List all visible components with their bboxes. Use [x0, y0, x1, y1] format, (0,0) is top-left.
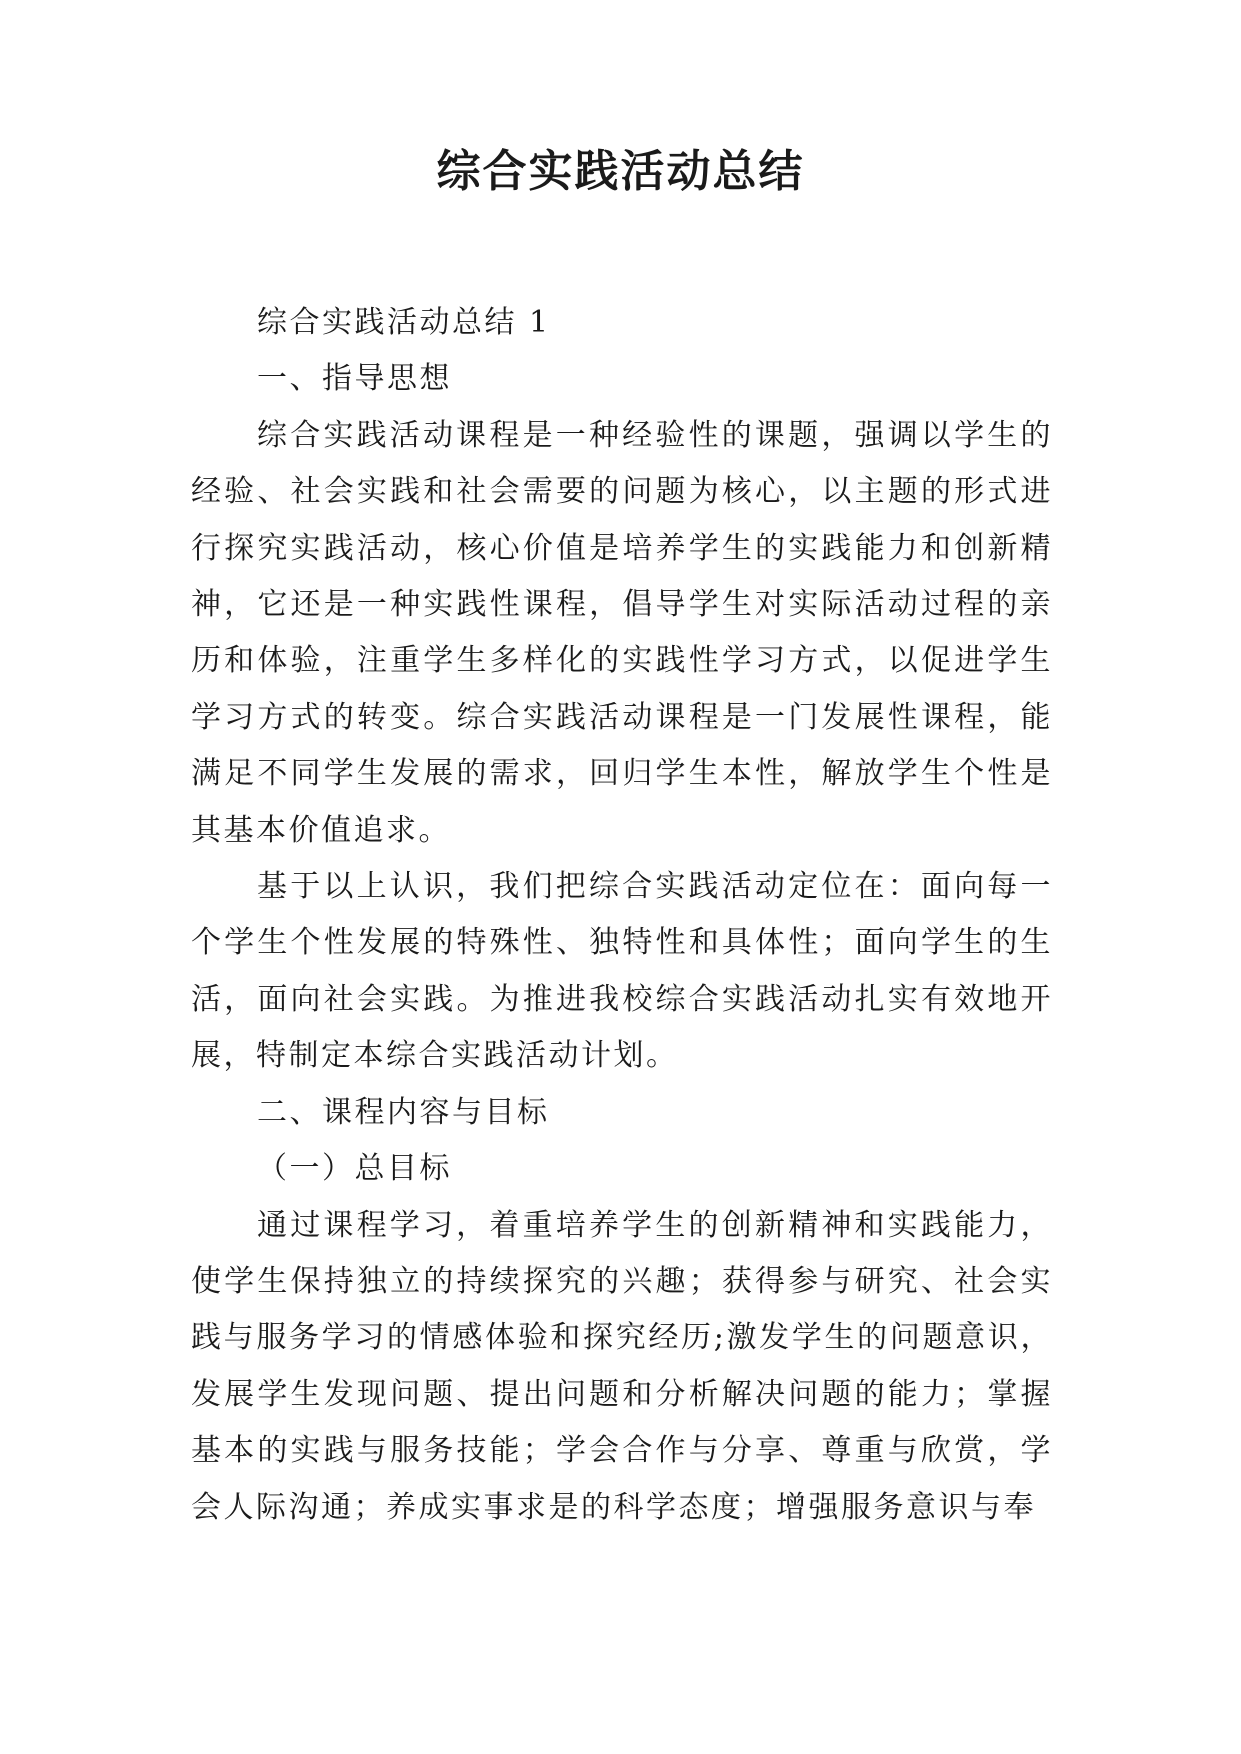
paragraph: 综合实践活动课程是一种经验性的课题，强调以学生的经验、社会实践和社会需要的问题为核心，以主题的形式进行探究实践活动，核心价值是培养学生的实践能力和创新精神，它还是一种实践性课程，倡导学生对实际活动过程的亲历和体验，注重学生多样化的实践性学习方式，以促进学生学习方式的转变。综合实践活动课程是一门发展性课程，能满足不同学生发展的需求，回归学生本性，解放学生个性是其基本价值追求。 — [191, 417, 1053, 848]
section-heading-course-content: 二、课程内容与目标 — [257, 1094, 550, 1130]
paragraph: 通过课程学习，着重培养学生的创新精神和实践能力，使学生保持独立的持续探究的兴趣；获得参与研究、社会实践与服务学习的情感体验和探究经历;激发学生的问题意识，发展学生发现问题、提出问题和分析解决问题的能力；掌握基本的实践与服务技能；学会合作与分享、尊重与欣赏，学会人际沟通；养成实事求是的科学态度；增强服务意识与奉 — [191, 1207, 1053, 1525]
document-subtitle: 综合实践活动总结 1 — [257, 305, 551, 340]
subsection-heading-overall-goal: （一）总目标 — [257, 1151, 452, 1187]
document-title: 综合实践活动总结 — [436, 146, 805, 197]
section-heading-guiding-ideology: 一、指导思想 — [257, 361, 452, 397]
paragraph: 基于以上认识，我们把综合实践活动定位在：面向每一个学生个性发展的特殊性、独特性和具体性；面向学生的生活，面向社会实践。为推进我校综合实践活动扎实有效地开展，特制定本综合实践活动计划。 — [191, 869, 1053, 1074]
document-body — [191, 295, 1053, 1536]
